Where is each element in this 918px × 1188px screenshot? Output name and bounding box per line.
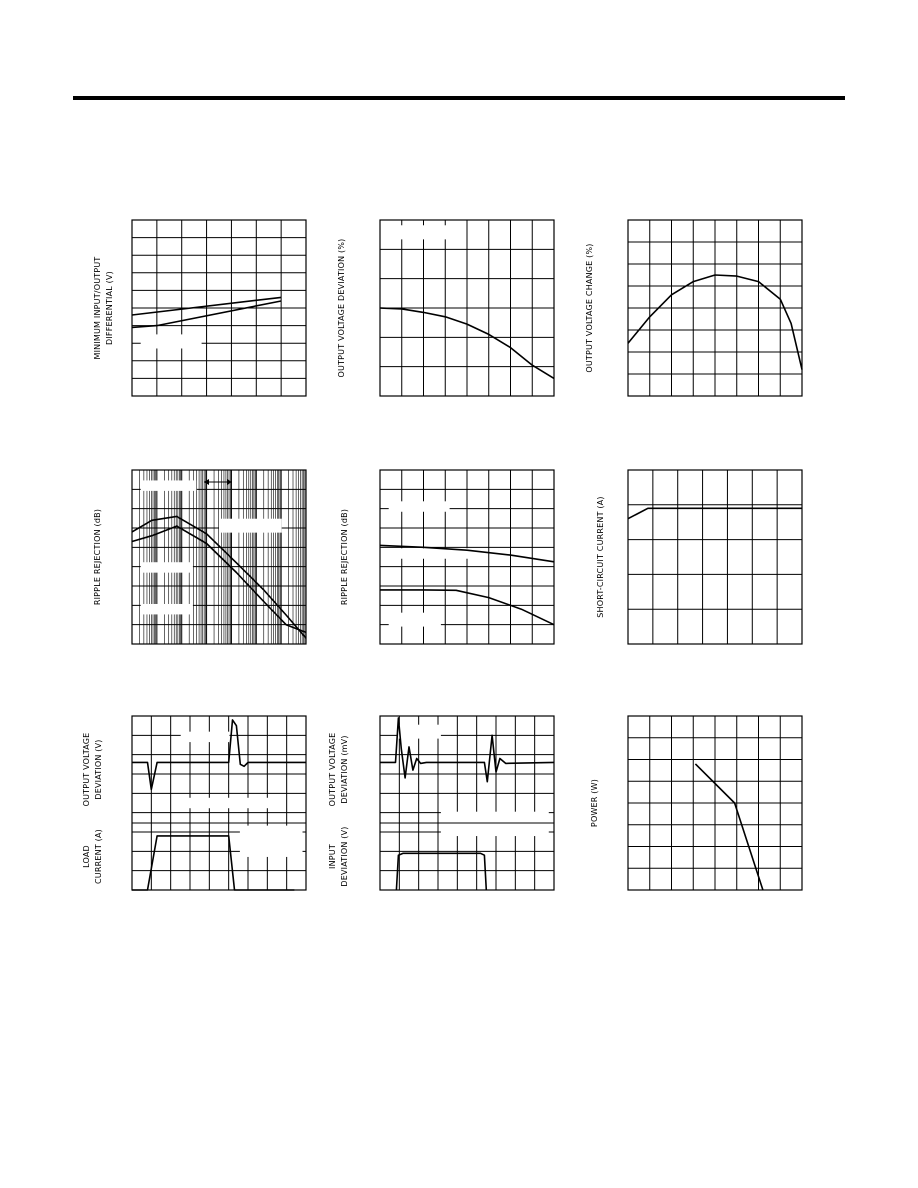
chart-c9 [590, 716, 802, 890]
label-mask [389, 501, 450, 511]
label-mask [389, 613, 441, 627]
plot-frame [380, 716, 554, 890]
ylabel-line-2: DIFFERENTIAL (V) [105, 270, 114, 346]
grid [132, 220, 306, 396]
ylabel-line-1: POWER (W) [590, 778, 599, 828]
series-line-2 [396, 853, 486, 890]
ylabel-lower-line-2: DEVIATION (V) [340, 826, 349, 887]
ylabel-line-1: RIPPLE REJECTION (dB) [93, 508, 102, 606]
label-mask [141, 480, 197, 490]
ylabel-lower-line-1: INPUT [328, 844, 337, 869]
ylabel-line-1: MINIMUM INPUT/OUTPUT [93, 256, 102, 360]
ylabel-upper-line-2: DEVIATION (mV) [340, 735, 349, 804]
chart-c4 [93, 470, 306, 644]
chart-c8 [328, 716, 554, 890]
label-mask [141, 604, 193, 614]
series-line-1 [695, 764, 763, 890]
ylabel-line-1: RIPPLE REJECTION (dB) [340, 508, 349, 606]
label-mask [181, 732, 230, 742]
series-line-1 [628, 508, 802, 518]
ylabel-upper-line-1: OUTPUT VOLTAGE [328, 732, 337, 807]
label-mask [240, 826, 303, 857]
label-mask [441, 812, 549, 836]
plot-frame [628, 470, 802, 644]
grid [628, 716, 802, 890]
grid [628, 220, 802, 396]
ylabel-upper-line-2: DEVIATION (V) [94, 739, 103, 800]
label-mask [174, 798, 270, 808]
ylabel-line-1: SHORT-CIRCUIT CURRENT (A) [596, 496, 605, 618]
chart-c3 [585, 220, 802, 396]
ylabel-lower-line-2: CURRENT (A) [94, 829, 103, 884]
label-mask [141, 334, 202, 348]
chart-c7 [82, 716, 306, 890]
grid [380, 220, 554, 396]
ylabel-lower-line-1: LOAD [82, 845, 91, 868]
label-mask [219, 519, 282, 533]
grid [628, 470, 802, 644]
label-mask [141, 562, 193, 572]
chart-c5 [340, 470, 554, 644]
label-mask [397, 225, 446, 239]
ylabel-line-1: OUTPUT VOLTAGE CHANGE (%) [585, 243, 594, 373]
ylabel-upper-line-1: OUTPUT VOLTAGE [82, 732, 91, 807]
chart-c1 [93, 220, 306, 396]
ylabel-line-1: OUTPUT VOLTAGE DEVIATION (%) [337, 238, 346, 378]
grid [380, 716, 554, 890]
chart-c2 [337, 220, 554, 396]
chart-c6 [596, 470, 802, 644]
label-mask [397, 725, 441, 739]
